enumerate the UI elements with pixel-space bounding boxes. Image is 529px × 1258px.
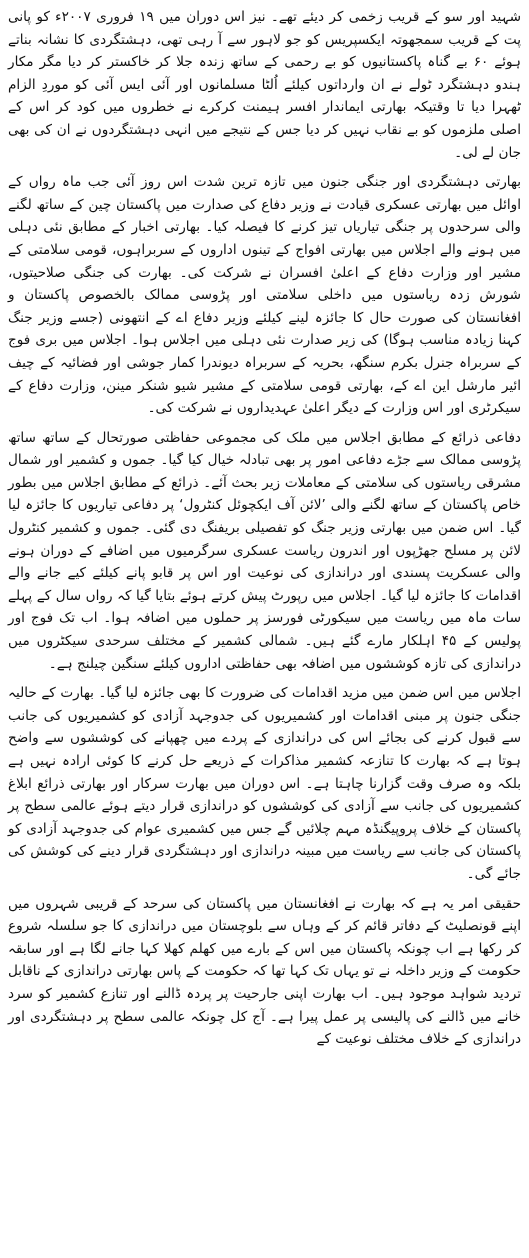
article-paragraph-4: اجلاس میں اس ضمن میں مزید اقدامات کی ضرورت کا بھی جائزہ لیا گیا۔ بھارت کے حالیہ جنگی جنون پر مبنی اقدامات اور کشمیریوں کی جدوجہد آزادی کو کشمیریوں کی جانب سے قبول کرنے کی بجائے اس کی دراندازی کے پردے میں چھپانے کی کوششوں سے واضح ہوتا ہے کہ بھارت کا تنازعہ کشمیر مذاکرات کے ذریعے حل کرنے کا کوئی ارادہ نہیں ہے بلکہ وہ صرف وقت گزارنا چاہتا ہے۔ اس دوران میں بھارت سرکار اور بھارتی ذرائع ابلاغ کشمیریوں کی جانب سے آزادی کی کوششوں کو دراندازی قرار دیتے ہوئے عالمی سطح پر پاکستان کے خلاف پروپیگنڈہ مہم چلائیں گے جس میں کشمیری عوام کی جدوجہد آزادی کو پاکستان کی جانب سے ریاست میں مبینہ دراندازی اور دہشتگردی قرار دینے کی کوشش کی جائے گی۔ [8,685,521,882]
article-paragraph-2: بھارتی دہشتگردی اور جنگی جنون میں تازہ ترین شدت اس روز آئی جب ماہ رواں کے اوائل میں بھارتی عسکری قیادت نے وزیر دفاع کی صدارت میں پاکستان چین کے ساتھ لگنے والی سرحدوں پر جنگی تیاریاں تیز کرنے کا فیصلہ کیا۔ بھارتی اخبار کے مطابق نئی دہلی میں ہونے والے اجلاس میں بھارتی افواج کے تینوں اداروں کے سربراہوں، قومی سلامتی کے مشیر اور وزارت دفاع کے اعلیٰ افسران نے شرکت کی۔ بھارت کی جنگی صلاحیتوں، شورش زدہ ریاستوں میں داخلی سلامتی اور پڑوسی ممالک بالخصوص پاکستان و افغانستان کی صورت حال کا جائزہ لینے کیلئے وزیر دفاع اے کے انتھونی (جسے وزیر جنگ کہنا زیادہ مناسب ہوگا) کی زیر صدارت نئی دہلی میں اجلاس ہوا۔ اجلاس میں بری فوج کے سربراہ جنرل بکرم سنگھ، بحریہ کے سربراہ دیوندرا کمار جوشی اور فضائیہ کے چیف ائیر مارشل این اے کے، بھارتی قومی سلامتی کے مشیر شیو شنکر مینن، وزارت دفاع کے سیکرٹری اور اس وزارت کے دیگر اعلیٰ عہدیداروں نے شرکت کی۔ [8,174,521,417]
article-paragraph-3: دفاعی ذرائع کے مطابق اجلاس میں ملک کی مجموعی حفاظتی صورتحال کے ساتھ ساتھ پڑوسی ممالک سے جڑے دفاعی امور پر بھی تبادلہ خیال کیا گیا۔ جموں و کشمیر اور شمال مشرقی ریاستوں کی سلامتی کے معاملات زیر بحث آئے۔ ذرائع کے مطابق اجلاس میں بطور خاص پاکستان کے ساتھ لگنے والی ’لائن آف ایکچوئل کنٹرول‘ پر دفاعی تیاریوں کا جائزہ لیا گیا۔ اس ضمن میں بھارتی وزیر جنگ کو تفصیلی بریفنگ دی گئی۔ جموں و کشمیر کنٹرول لائن پر مسلح جھڑپوں اور اندرون ریاست عسکری سرگرمیوں میں اضافے کے دوران ہونے والی عسکریت پسندی اور دراندازی کی نوعیت اور اس پر قابو پانے کیلئے کیے جانے والے اقدامات کا جائزہ لیا گیا۔ اجلاس میں رپورٹ پیش کرتے ہوئے بتایا گیا کہ رواں سال کے پہلے سات ماہ میں ریاست میں سیکورٹی فورسز پر حملوں میں اضافہ ہوا۔ اب تک فوج اور پولیس کے ۴۵ اہلکار مارے گئے ہیں۔ شمالی کشمیر کے مختلف سرحدی سیکٹروں میں دراندازی کی تازہ کوششوں میں اضافہ بھی حفاظتی اداروں کیلئے سنگین چیلنج ہے۔ [8,429,521,672]
article-paragraph-1: شہید اور سو کے قریب زخمی کر دیئے تھے۔ نیز اس دوران میں ۱۹ فروری ۲۰۰۷ء کو پانی پت کے قریب سمجھوتہ ایکسپریس کو جو لاہور سے آ رہی تھی، دہشتگردی کا نشانہ بناتے ہوئے ۶۰ بے گناہ پاکستانیوں کو بے رحمی کے ساتھ زندہ جلا کر خاکستر کر دیا مگر مکار ہندو دہشتگرد ٹولے نے ان وارداتوں کیلئے اُلٹا مسلمانوں اور آئی ایس آئی کو موردِ الزام ٹھہرا دیا تا وقتیکہ بھارتی ایماندار افسر ہیمنت کرکرے نے خطروں میں کود کر اس کے اصلی ملزموں کو بے نقاب نہیں کر دیا جس کے نتیجے میں انہی دہشتگردوں نے ان کی بھی جان لے لی۔ [8,9,521,161]
article-paragraph-5: حقیقی امر یہ ہے کہ بھارت نے افغانستان میں پاکستان کی سرحد کے قریبی شہروں میں اپنے قونصلیٹ کے دفاتر قائم کر کے وہاں سے بلوچستان میں دراندازی کا جو سلسلہ شروع کر رکھا ہے اب چونکہ پاکستان میں اس کے بارے میں کھلم کھلا کہا جانے لگا ہے اور سابقہ حکومت کے وزیر داخلہ نے تو یہاں تک کہا تھا کہ حکومت کے پاس بھارتی دراندازی کے ناقابل تردید شواہد موجود ہیں۔ اب بھارت اپنی جارحیت پر پردہ ڈالنے اور تنازع کشمیر کو سرد خانے میں ڈالنے کی پالیسی پر عمل پیرا ہے۔ آج کل چونکہ عالمی سطح پر دہشتگردی اور دراندازی کے خلاف مختلف نوعیت کے [8,895,521,1048]
